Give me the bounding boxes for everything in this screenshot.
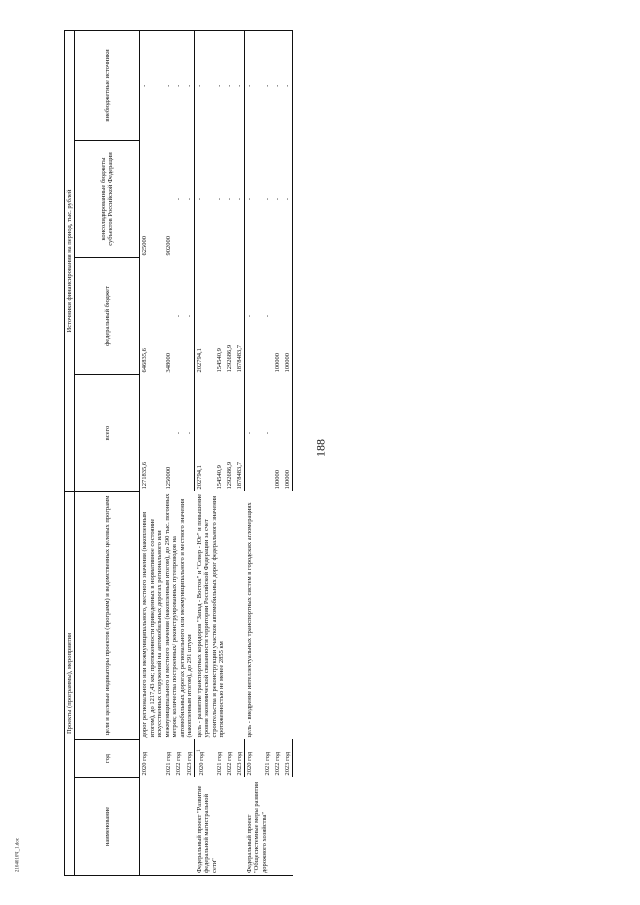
amount-federal: -	[263, 314, 271, 318]
year-cell	[185, 740, 195, 778]
page-number: 188	[313, 439, 328, 457]
amount-regional: -	[225, 197, 233, 201]
year-label: 2023 год	[283, 752, 291, 776]
goal-text: цель - развитие транспортных коридоров "Запад - Восток" и "Север - Юг" и повышение уровня экономической связанности территории Российской Федерации за счет строительства и реконструкции участков автомобильных дорог федерального значения протяженностью не менее 2855 км	[195, 493, 226, 738]
year-cell	[225, 740, 235, 778]
amount-regional: -	[235, 141, 245, 258]
project-name: Федеральный проект "Общесистемные меры развития дорожного хозяйства"	[245, 778, 293, 876]
goal-text: цель - внедрение интеллектуальных транспортных систем в городских агломерациях	[245, 502, 253, 738]
amount-regional: -	[175, 197, 183, 201]
year-label: 2022 год	[175, 752, 183, 776]
table-row	[235, 31, 245, 876]
table-row	[215, 31, 225, 876]
header-regional: консолидированные бюджеты субъектов Российской Федерации	[75, 141, 140, 258]
table-row	[225, 31, 235, 876]
year-label: 2020 год	[141, 752, 149, 776]
project-name	[140, 778, 195, 876]
amount-federal: 1292686,9	[225, 344, 233, 373]
year-cell	[263, 740, 273, 778]
amount-regional: 625000	[141, 236, 149, 256]
header-total: всего	[75, 375, 140, 492]
table-row	[283, 31, 293, 876]
amount-regional: -	[283, 141, 293, 258]
amount-extra: -	[185, 31, 195, 141]
amount-federal: 100000	[273, 353, 281, 373]
project-name: Федеральный проект "Развитие федеральной магистральной сети"	[195, 778, 245, 876]
amount-total: -	[246, 431, 254, 435]
goal-text: дорог регионального или межмуниципального, местного значения (накопленным итогом), до 1217,43 км; протяженности приведенных в нормативное состояние искусственных сооружений на автомобильных дорогах регионального или межмуниципального и местного значения (накопленным итогом), до 290 тыс. погонных метров; количества построенных/ реконструированных путепроводов на автомобильных дорогах регионального или межмуниципального и местного значения (накопленным итогом), до 291 штуки	[141, 493, 194, 738]
amount-extra: -	[283, 31, 293, 141]
year-label: 2022 год	[273, 752, 281, 776]
amount-extra: -	[195, 31, 215, 141]
year-cell	[215, 740, 225, 778]
amount-federal: 154540,9	[215, 348, 223, 373]
amount-total: 1878483,7	[235, 375, 245, 492]
amount-federal: -	[175, 314, 183, 318]
amount-total: 202794,1	[196, 465, 204, 490]
header-extra: внебюджетные источники	[75, 31, 140, 141]
table-header	[65, 31, 140, 876]
amount-regional: -	[185, 141, 195, 258]
year-cell	[245, 740, 263, 778]
amount-extra: -	[235, 31, 245, 141]
amount-federal: 646835,6	[141, 348, 149, 373]
amount-regional: -	[263, 197, 271, 201]
year-label: 2021 год	[263, 752, 271, 776]
amount-total: -	[185, 375, 195, 492]
amount-federal: -	[185, 258, 195, 375]
year-label: 2023 год	[185, 752, 193, 776]
year-cell	[164, 740, 174, 778]
amount-federal: 202794,1	[196, 348, 204, 373]
amount-regional: -	[215, 197, 223, 201]
year-cell	[195, 740, 215, 778]
amount-total: -	[175, 431, 183, 435]
table-row	[164, 31, 174, 876]
table-row	[273, 31, 283, 876]
header-name: наименование	[75, 778, 140, 876]
year-cell	[140, 740, 164, 778]
amount-federal: 100000	[283, 258, 293, 375]
year-cell	[174, 740, 184, 778]
amount-total: 100000	[283, 375, 293, 492]
amount-extra: -	[174, 31, 184, 141]
year-label: 2021 год	[215, 752, 223, 776]
amount-regional: -	[273, 197, 281, 201]
year-cell	[283, 740, 293, 778]
amount-total: 1271835,6	[141, 461, 149, 490]
year-label: 2020 год	[198, 752, 206, 776]
header-goals: цели и целевые индикаторы проектов (программ) и ведомственных целевых программ	[75, 492, 140, 740]
amount-federal: -	[246, 314, 254, 318]
rotated-page-content	[64, 31, 599, 876]
table-row	[245, 31, 263, 876]
amount-extra: -	[140, 31, 164, 141]
year-label: 2020 год	[246, 752, 254, 776]
amount-regional: 902000	[165, 236, 173, 256]
table-row	[195, 31, 215, 876]
table-row	[174, 31, 184, 876]
year-label: 2023 год	[235, 752, 243, 776]
year-cell	[235, 740, 245, 778]
footnote-mark: 1	[196, 749, 203, 752]
year-cell	[273, 740, 283, 778]
financing-table	[64, 30, 293, 876]
amount-total: 100000	[273, 470, 281, 490]
amount-federal: 1878483,7	[235, 258, 245, 375]
header-group-projects: Проекты (программы), мероприятия	[65, 492, 75, 876]
amount-regional: -	[196, 197, 204, 201]
amount-extra: -	[225, 31, 235, 141]
amount-extra: -	[263, 31, 273, 141]
amount-total: 154540,9	[215, 465, 223, 490]
table-row	[185, 31, 195, 876]
amount-total: 1292686,9	[225, 461, 233, 490]
amount-extra: -	[215, 31, 225, 141]
year-label: 2022 год	[225, 752, 233, 776]
header-federal: федеральный бюджет	[75, 258, 140, 375]
header-year: год	[75, 740, 140, 778]
header-group-sources: Источники финансирования на период, тыс. рублей	[65, 31, 75, 492]
amount-regional: -	[246, 197, 254, 201]
table-row	[263, 31, 273, 876]
amount-federal: 348000	[165, 353, 173, 373]
table-row	[140, 31, 164, 876]
amount-total: -	[263, 431, 271, 435]
year-label: 2021 год	[165, 752, 173, 776]
amount-extra: -	[164, 31, 174, 141]
amount-extra: -	[245, 31, 263, 141]
document-code: 2104010Ч_1.doc	[15, 837, 21, 873]
table-body	[140, 31, 293, 876]
amount-total: 1250000	[165, 466, 173, 490]
amount-extra: -	[273, 31, 283, 141]
